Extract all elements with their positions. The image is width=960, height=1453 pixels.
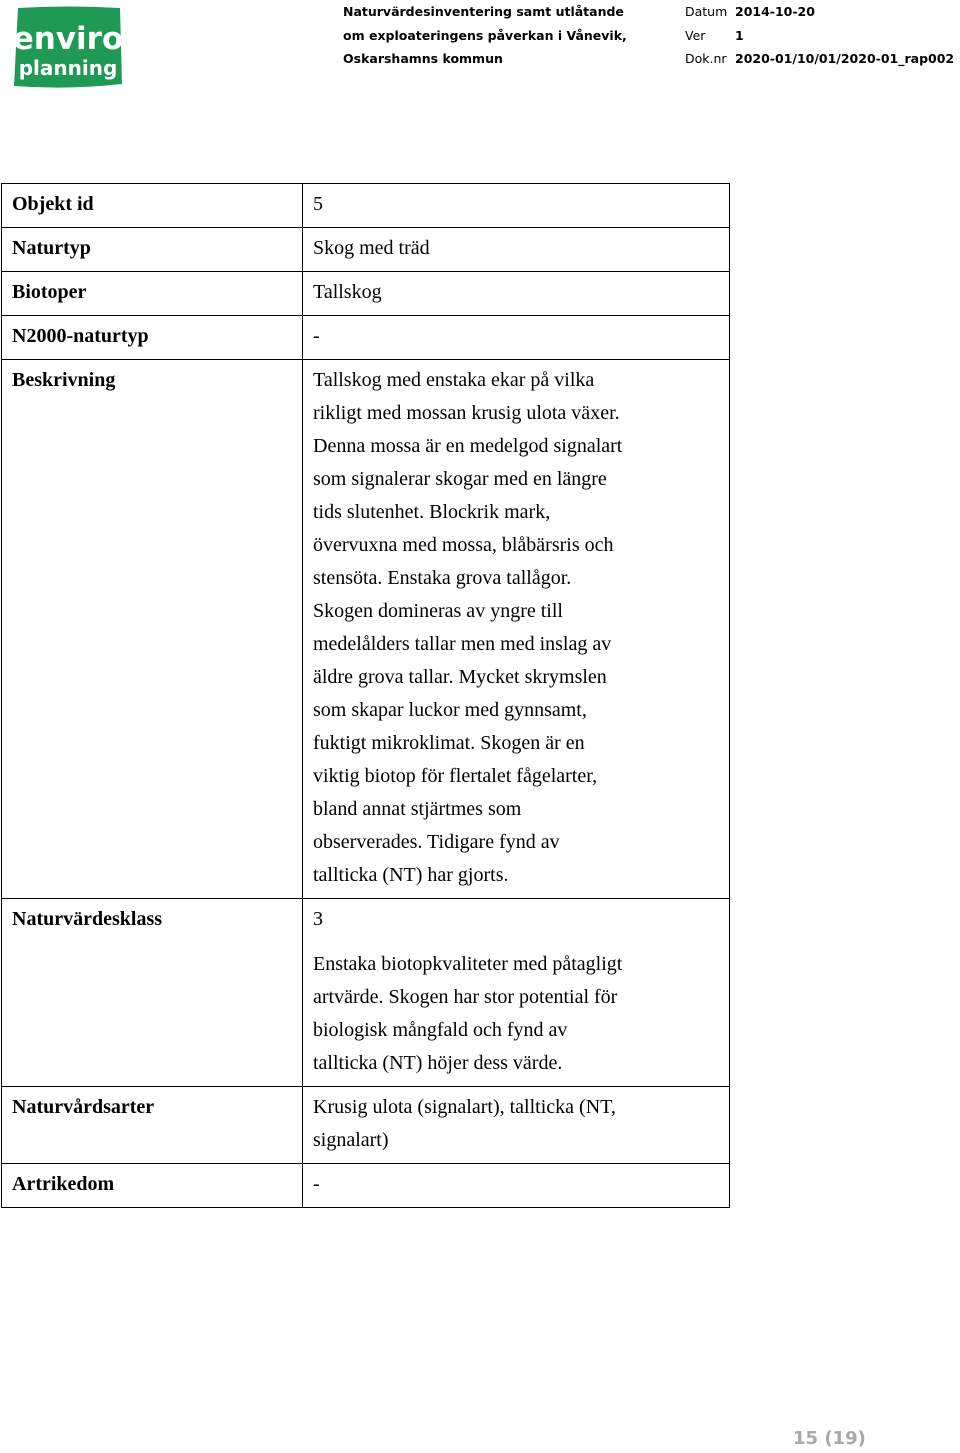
- row-value: -: [303, 1164, 730, 1208]
- row-value: 5: [303, 184, 730, 228]
- meta-doknr: [685, 47, 954, 71]
- row-label: Naturtyp: [2, 228, 303, 272]
- table-row: [2, 228, 730, 272]
- meta-label: Datum: [685, 4, 728, 19]
- meta-label: Ver: [685, 27, 706, 43]
- table-row: [2, 942, 730, 1087]
- table-row: [2, 272, 730, 316]
- document-title-line: Oskarshamns kommun: [343, 51, 503, 66]
- table-row: [2, 1087, 730, 1164]
- row-value: 3: [303, 899, 730, 943]
- row-label: Naturvårdsarter: [2, 1087, 303, 1164]
- logo-text-line1: enviro: [12, 21, 124, 57]
- row-label: Naturvärdesklass: [2, 899, 303, 943]
- row-label: Beskrivning: [2, 360, 303, 899]
- table-row: [2, 184, 730, 228]
- document-meta: [685, 0, 954, 71]
- document-title-line: om exploateringens påverkan i Vånevik,: [343, 27, 627, 43]
- row-value: Enstaka biotopkvaliteter med påtagligt artvärde. Skogen har stor potential för biologisk mångfald och fynd av tallticka (NT) höjer dess värde.: [303, 942, 730, 1087]
- meta-value: 2020-01/10/01/2020-01_rap002: [735, 51, 955, 66]
- meta-version: [685, 24, 954, 48]
- row-value: Skog med träd: [303, 228, 730, 272]
- meta-value: 1: [735, 27, 744, 43]
- row-value: Krusig ulota (signalart), tallticka (NT, signalart): [303, 1087, 730, 1164]
- page-number: 15 (19): [793, 1428, 866, 1449]
- row-label: Artrikedom: [2, 1164, 303, 1208]
- row-value: -: [303, 316, 730, 360]
- logo-text-line2: planning: [18, 56, 118, 80]
- company-logo: [12, 4, 124, 90]
- enviro-planning-logo: [12, 4, 124, 90]
- table-row: [2, 360, 730, 899]
- document-title: [343, 0, 627, 71]
- row-value: Tallskog: [303, 272, 730, 316]
- object-fact-table: [1, 183, 730, 1208]
- meta-value: 2014-10-20: [735, 4, 815, 19]
- table-row: [2, 899, 730, 943]
- row-label: Objekt id: [2, 184, 303, 228]
- meta-label: Dok.nr: [685, 51, 727, 66]
- document-title-line: Naturvärdesinventering samt utlåtande: [343, 4, 624, 19]
- table-row: [2, 1164, 730, 1208]
- row-label: N2000-naturtyp: [2, 316, 303, 360]
- table-row: [2, 316, 730, 360]
- meta-datum: [685, 0, 954, 24]
- row-label: [2, 942, 303, 1087]
- row-label: Biotoper: [2, 272, 303, 316]
- row-value: Tallskog med enstaka ekar på vilka rikligt med mossan krusig ulota växer. Denna mossa är en medelgod signalart som signalerar skogar med en längre tids slutenhet. Blockrik mark, övervuxna med mossa, blåbärsris och stensöta. Enstaka grova tallågor. Skogen domineras av yngre till medelålders tallar men med inslag av äldre grova tallar. Mycket skrymslen som skapar luckor med gynnsamt, fuktigt mikroklimat. Skogen är en viktig biotop för flertalet fågelarter, bland annat stjärtmes som observerades. Tidigare fynd av tallticka (NT) har gjorts.: [303, 360, 730, 899]
